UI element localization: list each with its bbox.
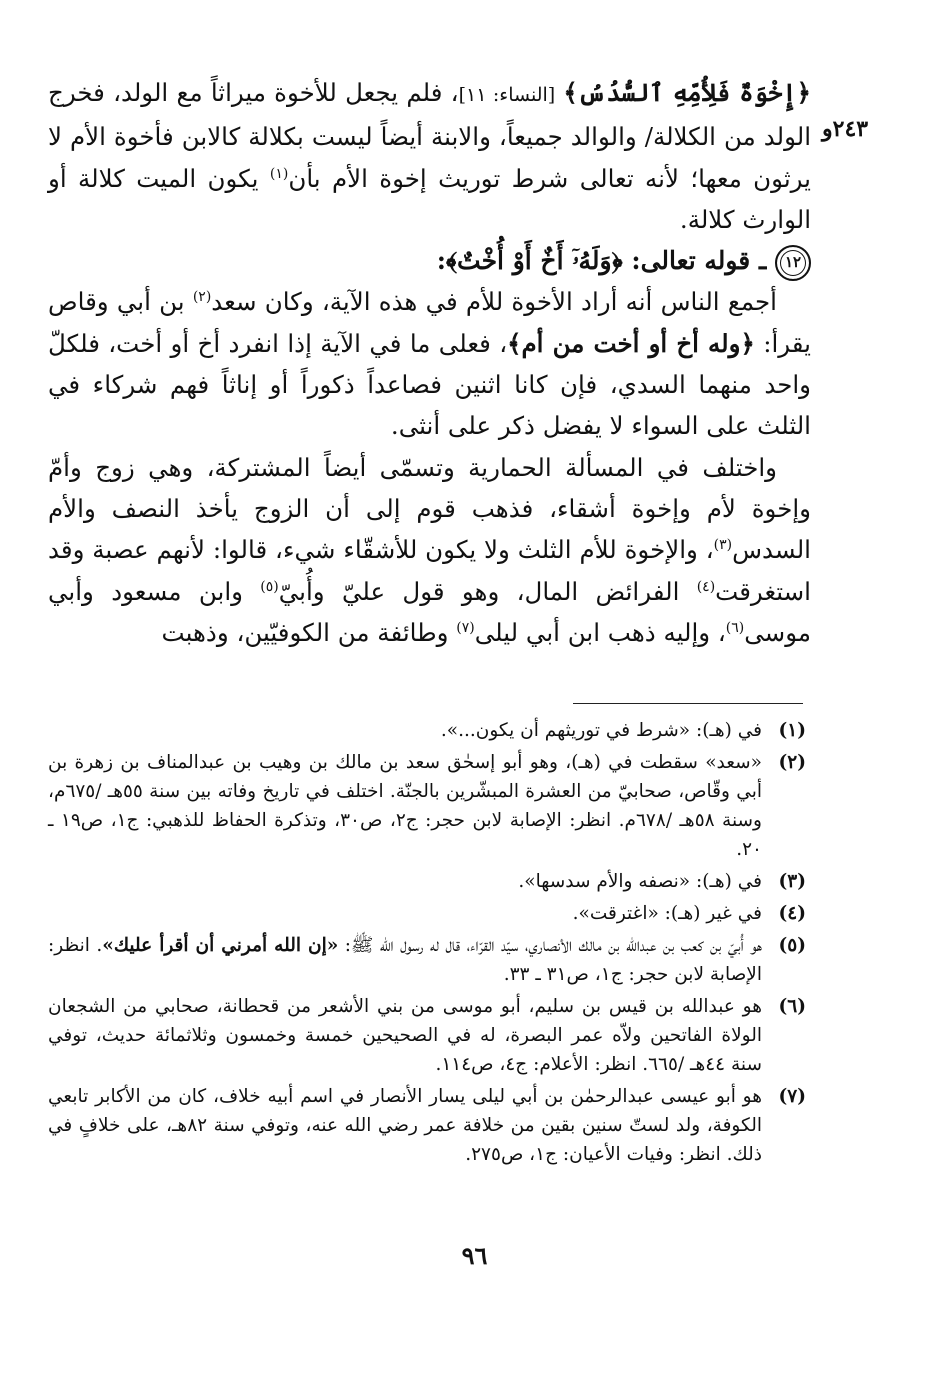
- footnote-number: (٧): [778, 1086, 806, 1107]
- footnote-marker-2[interactable]: (٢): [192, 289, 212, 306]
- footnote-number: (٢): [778, 752, 806, 773]
- footnote-text-wrapper: [48, 931, 762, 989]
- footnote-text: هو أبو عيسى عبدالرحمٰن بن أبي ليلى يسار الأنصار في اسم أبيه خلاف، كان من الأكابر تابعي الكوفة، ولد لستّ سنين بقين من خلافة عمر رضي الله عنه، وتوفي سنة ٨٢هـ، على خلافٍ في ذلك. انظر: وفيات الأعيان: ج١، ص٢٧٥.: [48, 1086, 762, 1165]
- verse-number-badge: ١٢: [775, 245, 811, 281]
- paragraph-text: وابن مسعود وأبي موسى: [48, 576, 811, 647]
- footnote-4: [48, 899, 806, 928]
- paragraph-text: يكون الميت كلالة أو الوارث كلالة.: [48, 163, 811, 234]
- footnote-marker-4[interactable]: (٤): [696, 578, 716, 595]
- footnote-text: «سعد» سقطت في (هـ)، وهو أبو إسحٰق سعد بن مالك بن وهيب بن عبدالمناف بن زهرة بن أبي وقّاص، صحابيّ من العشرة المبشّرين بالجنّة. اختلف في تاريخ وفاته بين سنة ٥٥هـ /٦٧٥م، وسنة ٥٨هـ /٦٧٨م. انظر: الإصابة لابن حجر: ج٢، ص٣٠، وتذكرة الحفاظ للذهبي: ج١، ص١٩ ـ ٢٠.: [48, 752, 762, 860]
- paragraph-text: ، وإليه ذهب ابن أبي ليلى: [474, 617, 726, 647]
- paragraph-text: ، والإخوة للأم الثلث ولا يكون للأشقّاء شيء، قالوا: لأنهم عصبة وقد استغرقت: [48, 535, 811, 606]
- paragraph-text: أجمع الناس أنه أراد الأخوة للأم في هذه الآية، وكان سعد: [211, 287, 777, 317]
- paragraph-text: ، فلم يجعل للأخوة ميراثاً مع الولد، فخرج الولد من الكلالة/ والوالد جميعاً، والابنة أيضاً ليست بكلالة كالابن فأخوة الأم لا يرثون معها؛ لأنه تعالى شرط توريث إخوة الأم بأن: [48, 78, 811, 193]
- footnote-text: في (هـ): «نصفه والأم سدسها».: [518, 871, 762, 892]
- manuscript-folio-marker: ٢٤٣و: [822, 116, 869, 142]
- paragraph-text: واختلف في المسألة الحمارية وتسمّى أيضاً المشتركة، وهي زوج وأمّ وإخوة لأم وإخوة أشقاء، فذهب قوم إلى أن الزوج يأخذ النصف والأم السدس: [48, 452, 811, 565]
- footnote-marker-7[interactable]: (٧): [456, 619, 475, 636]
- footnote-marker-1[interactable]: (١): [269, 165, 289, 182]
- footnote-text-tail: . انظر: الإصابة لابن حجر: ج١، ص٣١ ـ ٣٣.: [48, 935, 762, 985]
- footnote-number: (١): [778, 720, 806, 741]
- footnote-7: [48, 1082, 806, 1169]
- paragraph-text: ، فعلى ما في الآية إذا انفرد أخ أو أخت، فلكلّ واحد منهما السدي، فإن كانا اثنين فصاعداً ذكوراً أو إناثاً فهم شركاء في الثلث على السواء لا يفضل ذكر على أنثى.: [48, 328, 811, 441]
- footnote-marker-5[interactable]: (٥): [260, 578, 279, 595]
- quran-verse: ﴿إِخْوَةٌ فَلِأُمِّهِ ٱلسُّدُسُ﴾: [563, 78, 812, 107]
- footnote-1: [48, 716, 806, 745]
- footnote-text: هو أُبيّ بن كعب بن عبدالله بن مالك الأنصاري، سيّد القرّاء، قال له رسول الله ﷺ:: [344, 935, 762, 956]
- variant-reading: ﴿وله أخ أو أخت من أم﴾: [507, 328, 755, 358]
- footnote-6: [48, 992, 806, 1079]
- paragraph-text: بن أبي وقاص يقرأ:: [48, 287, 812, 358]
- footnote-number: (٣): [778, 871, 806, 892]
- footnotes: [48, 716, 806, 1172]
- footnote-text: هو عبدالله بن قيس بن سليم، أبو موسى من بني الأشعر من قحطانة، صحابي من الشجعان الولاة الفاتحين ولاّه عمر البصرة، له في الصحيحين خمسة وخمسون وثلاثمائة حديث، توفي سنة ٤٤هـ /٦٦٥. انظر: الأعلام: ج٤، ص١١٤.: [48, 996, 762, 1075]
- footnote-text: في غير (هـ): «اغترقت».: [572, 903, 762, 924]
- paragraph-text: وطائفة من الكوفيّين، وذهبت: [161, 617, 457, 647]
- main-text: [48, 72, 811, 653]
- verse-heading: [48, 240, 811, 281]
- paragraph-text: الفرائض المال، وهو قول عليّ وأُبيّ: [278, 576, 697, 606]
- footnote-marker-3[interactable]: (٣): [713, 537, 733, 554]
- footnote-number: (٦): [778, 996, 806, 1017]
- footnote-number: (٤): [778, 903, 806, 924]
- paragraph-3: [48, 447, 811, 653]
- hadith-quote: «إن الله أمرني أن أقرأ عليك»: [102, 935, 339, 956]
- page-number: ٩٦: [461, 1241, 488, 1270]
- footnote-separator: [573, 703, 803, 704]
- verse-reference: [النساء: ١١]: [458, 84, 556, 106]
- footnote-marker-6[interactable]: (٦): [725, 619, 745, 636]
- footnote-3: [48, 867, 806, 896]
- footnote-text: في (هـ): «شرط في توريثهم أن يكون...».: [440, 720, 762, 741]
- paragraph-1: [48, 72, 811, 240]
- footnote-2: [48, 748, 806, 864]
- paragraph-2: [48, 281, 811, 446]
- heading-colon: :: [436, 246, 446, 276]
- footnote-5: [48, 931, 806, 989]
- quran-verse: ﴿وَلَهُۥٓ أَخٌ أَوْ أُخْتٌ﴾: [445, 246, 623, 276]
- footnote-number: (٥): [778, 935, 806, 956]
- heading-label: ـ قوله تعالى:: [622, 246, 767, 276]
